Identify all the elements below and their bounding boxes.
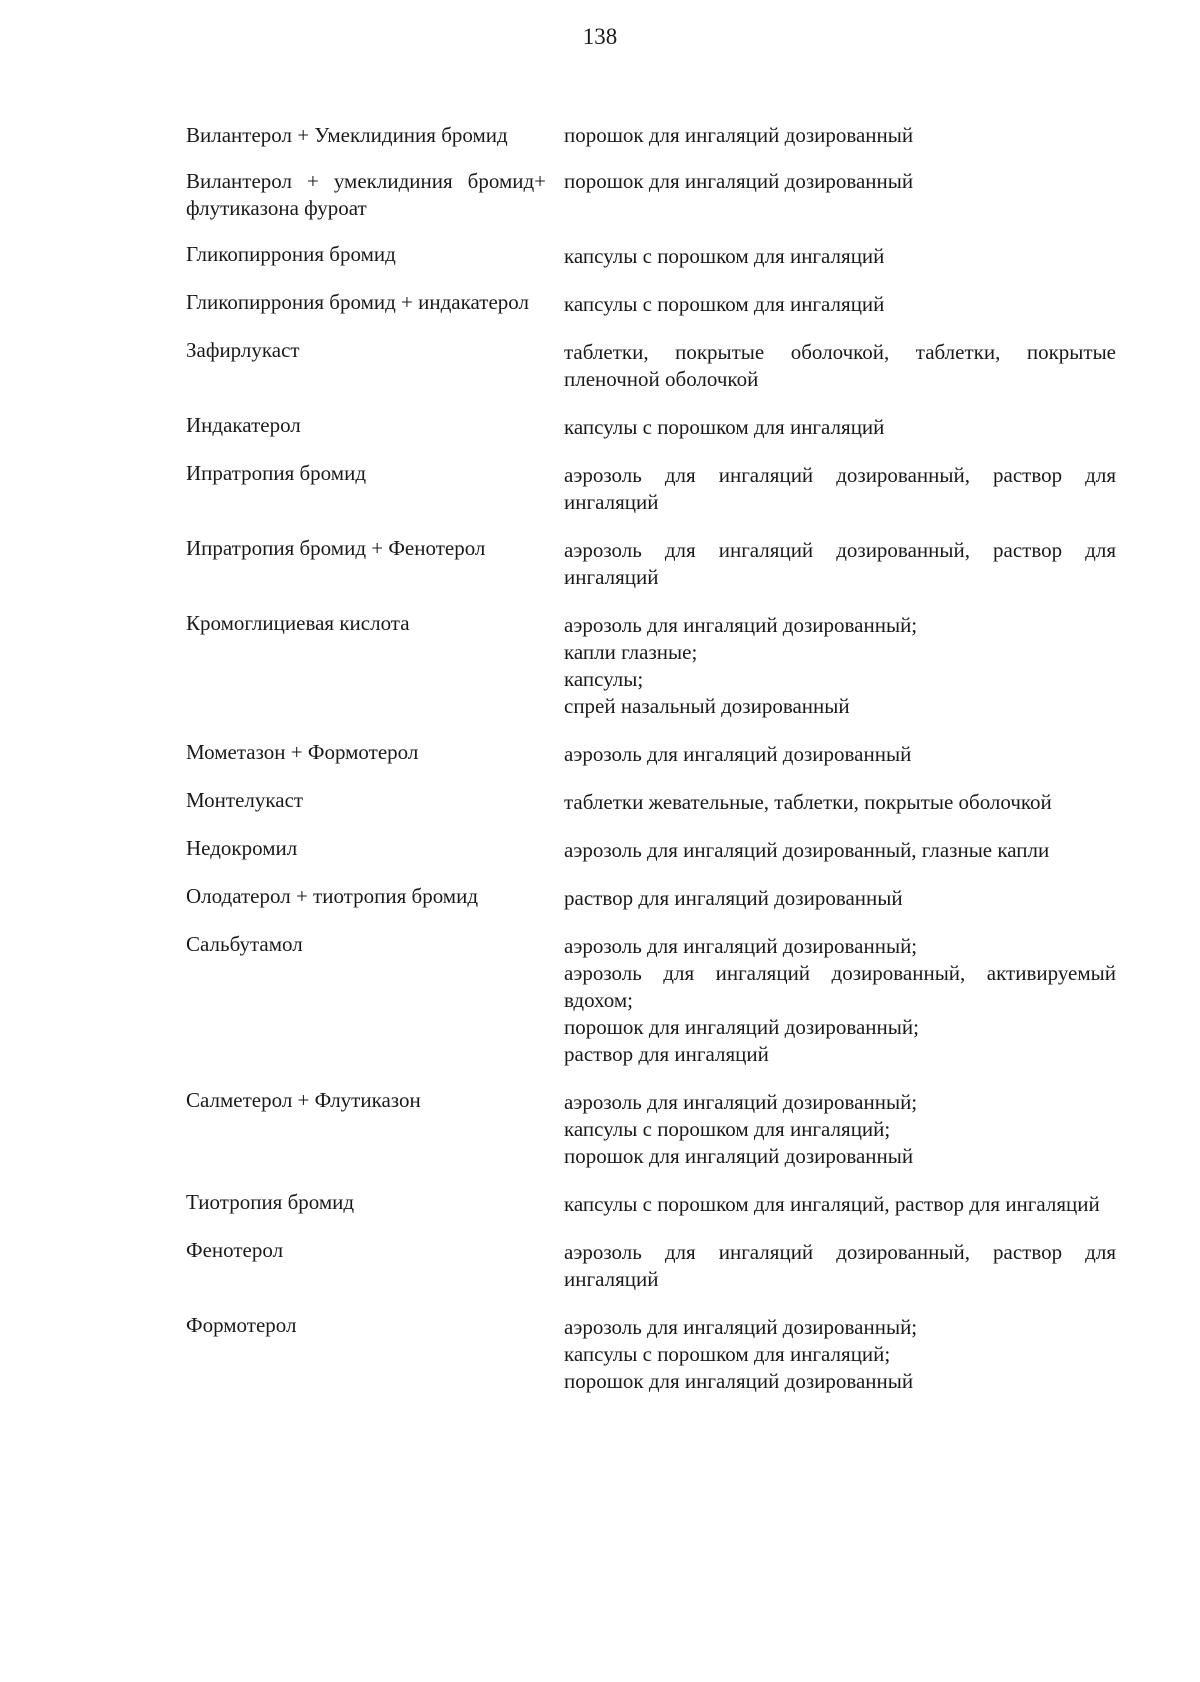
table-row	[186, 739, 1134, 768]
drug-forms	[564, 337, 1116, 393]
drug-forms	[564, 412, 1116, 441]
drug-forms	[564, 460, 1116, 516]
dosage-form: капсулы;	[564, 667, 644, 691]
drug-forms	[564, 610, 1116, 720]
drug-name: Салметерол + Флутиказон	[186, 1088, 421, 1112]
drug-name: Монтелукаст	[186, 788, 304, 812]
table-row	[186, 610, 1134, 720]
table-row	[186, 241, 1134, 270]
page-number: 138	[582, 24, 618, 49]
table-row	[186, 460, 1134, 516]
dosage-form: порошок для ингаляций дозированный	[564, 1369, 914, 1393]
drug-forms	[564, 241, 1116, 270]
drug-name: Индакатерол	[186, 413, 301, 437]
dosage-form: аэрозоль для ингаляций дозированный, раствор для ингаляций	[564, 463, 1116, 514]
drug-forms	[564, 883, 1116, 912]
drug-name: Гликопиррония бромид	[186, 242, 396, 266]
drug-name: Олодатерол + тиотропия бромид	[186, 884, 479, 908]
drug-forms	[564, 122, 1116, 149]
table-row	[186, 412, 1134, 441]
dosage-form: аэрозоль для ингаляций дозированный;	[564, 934, 918, 958]
dosage-form: аэрозоль для ингаляций дозированный	[564, 742, 912, 766]
drug-forms	[564, 535, 1116, 591]
drug-forms	[564, 168, 1116, 222]
dosage-form: капсулы с порошком для ингаляций;	[564, 1117, 891, 1141]
table-row	[186, 931, 1134, 1068]
table-row	[186, 289, 1134, 318]
drug-forms	[564, 739, 1116, 768]
drug-forms	[564, 931, 1116, 1068]
table-row	[186, 168, 1134, 222]
dosage-form: порошок для ингаляций дозированный	[564, 123, 914, 147]
dosage-form: аэрозоль для ингаляций дозированный, глазные капли	[564, 838, 1050, 862]
drug-name: Вилантерол + умеклидиния бромид+ флутиказона фуроат	[186, 169, 546, 220]
dosage-form: капсулы с порошком для ингаляций, раствор для ингаляций	[564, 1192, 1100, 1216]
dosage-form: раствор для ингаляций дозированный	[564, 886, 903, 910]
drug-name: Ипратропия бромид	[186, 461, 366, 485]
dosage-form: аэрозоль для ингаляций дозированный, активируемый вдохом;	[564, 961, 1116, 1012]
drug-name: Фенотерол	[186, 1238, 284, 1262]
table-row	[186, 122, 1134, 149]
drug-name: Гликопиррония бромид + индакатерол	[186, 290, 529, 314]
dosage-form: порошок для ингаляций дозированный	[564, 1144, 914, 1168]
drug-name: Кромоглициевая кислота	[186, 611, 410, 635]
drug-name: Зафирлукаст	[186, 338, 300, 362]
drug-forms	[564, 835, 1116, 864]
table-row	[186, 787, 1134, 816]
dosage-form: таблетки, покрытые оболочкой, таблетки, покрытые пленочной оболочкой	[564, 340, 1116, 391]
table-row	[186, 535, 1134, 591]
drug-forms	[564, 1237, 1116, 1293]
drug-name: Вилантерол + Умеклидиния бромид	[186, 123, 508, 147]
drug-forms	[564, 787, 1116, 816]
dosage-form: капли глазные;	[564, 640, 698, 664]
drug-name: Мометазон + Формотерол	[186, 740, 419, 764]
dosage-form: капсулы с порошком для ингаляций;	[564, 1342, 891, 1366]
drug-name: Ипратропия бромид + Фенотерол	[186, 536, 486, 560]
dosage-form: аэрозоль для ингаляций дозированный;	[564, 1090, 918, 1114]
dosage-form: спрей назальный дозированный	[564, 694, 850, 718]
dosage-form: капсулы с порошком для ингаляций	[564, 244, 885, 268]
table-row	[186, 1312, 1134, 1395]
dosage-form: таблетки жевательные, таблетки, покрытые оболочкой	[564, 790, 1052, 814]
table-row	[186, 1087, 1134, 1170]
drug-forms	[564, 289, 1116, 318]
dosage-form: аэрозоль для ингаляций дозированный;	[564, 1315, 918, 1339]
drug-forms	[564, 1189, 1116, 1218]
drug-name: Тиотропия бромид	[186, 1190, 355, 1214]
dosage-form: раствор для ингаляций	[564, 1042, 769, 1066]
drug-table	[186, 122, 1134, 1414]
dosage-form: порошок для ингаляций дозированный;	[564, 1015, 919, 1039]
dosage-form: капсулы с порошком для ингаляций	[564, 292, 885, 316]
table-row	[186, 1189, 1134, 1218]
dosage-form: аэрозоль для ингаляций дозированный, раствор для ингаляций	[564, 1240, 1116, 1291]
dosage-form: порошок для ингаляций дозированный	[564, 169, 914, 193]
drug-forms	[564, 1312, 1116, 1395]
table-row	[186, 1237, 1134, 1293]
drug-name: Формотерол	[186, 1313, 297, 1337]
drug-name: Сальбутамол	[186, 932, 303, 956]
table-row	[186, 835, 1134, 864]
table-row	[186, 883, 1134, 912]
dosage-form: капсулы с порошком для ингаляций	[564, 415, 885, 439]
table-row	[186, 337, 1134, 393]
dosage-form: аэрозоль для ингаляций дозированный;	[564, 613, 918, 637]
dosage-form: аэрозоль для ингаляций дозированный, раствор для ингаляций	[564, 538, 1116, 589]
drug-name: Недокромил	[186, 836, 298, 860]
drug-forms	[564, 1087, 1116, 1170]
